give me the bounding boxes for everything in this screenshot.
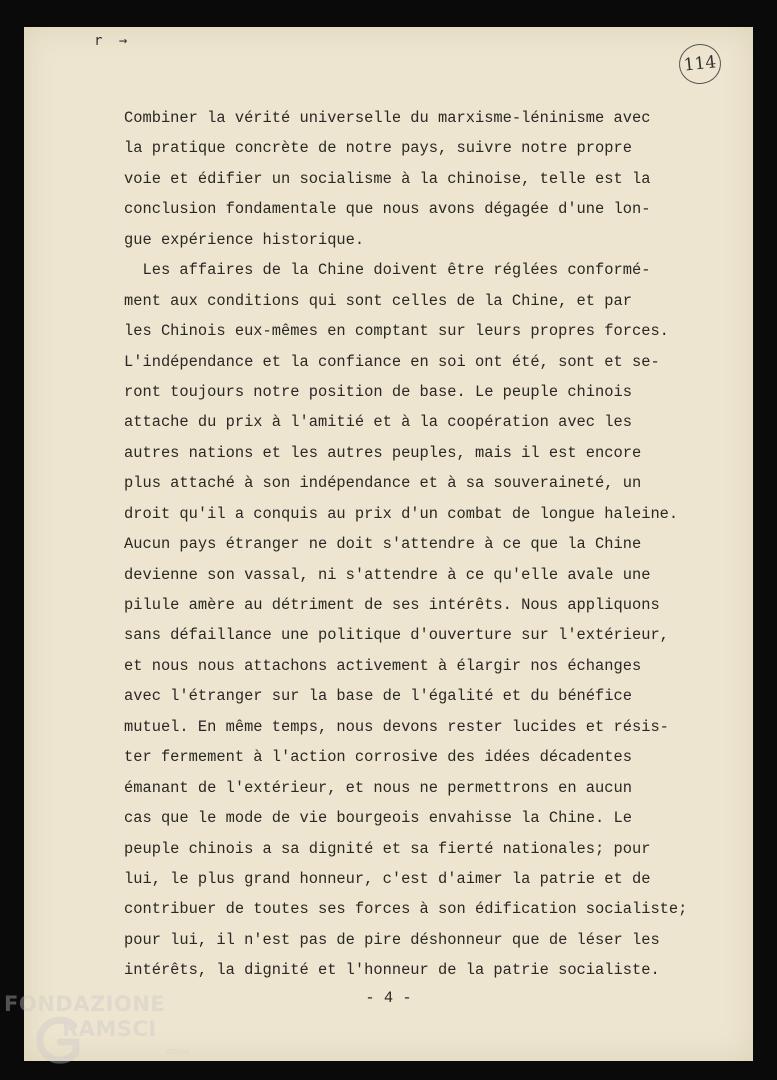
text-line: voie et édifier un socialisme à la chinoise, telle est la (124, 169, 651, 188)
text-line: la pratique concrète de notre pays, suivre notre propre (124, 139, 632, 158)
text-line: droit qu'il a conquis au prix d'un combat de longue haleine. (124, 504, 679, 523)
text-line: contribuer de toutes ses forces à son édification socialiste; (124, 900, 688, 919)
text-line: cas que le mode de vie bourgeois envahisse la Chine. Le (124, 809, 632, 828)
text-line: gue expérience historique. (124, 230, 365, 249)
text-line: devienne son vassal, ni s'attendre à ce qu'elle avale une (124, 565, 651, 584)
page-number: - 4 - (365, 989, 412, 1007)
handwritten-folio-number: 114 (677, 42, 723, 86)
fondazione-gramsci-watermark (4, 992, 204, 1072)
text-line: pilule amère au détriment de ses intérêts. Nous appliquons (124, 596, 660, 614)
text-line: plus attaché à son indépendance et à sa souveraineté, un (124, 474, 642, 493)
text-line: ront toujours notre position de base. Le peuple chinois (124, 382, 632, 401)
text-line: lui, le plus grand honneur, c'est d'aimer la patrie et de (124, 869, 651, 888)
text-line: les Chinois eux-mêmes en comptant sur leurs propres forces. (124, 322, 669, 341)
text-line: L'indépendance et la confiance en soi ont été, sont et se- (124, 352, 660, 371)
text-line: Aucun pays étranger ne doit s'attendre à ce que la Chine (124, 535, 642, 554)
text-line: peuple chinois a sa dignité et sa fierté nationales; pour (124, 839, 651, 858)
text-line: et nous nous attachons activement à élargir nos échanges (124, 656, 642, 675)
text-line: conclusion fondamentale que nous avons dégagée d'une lon- (124, 200, 651, 219)
text-line: Les affaires de la Chine doivent être réglées conformé- (124, 261, 651, 280)
text-line: ment aux conditions qui sont celles de la Chine, et par (124, 291, 632, 310)
text-line: avec l'étranger sur la base de l'égalité et du bénéfice (124, 687, 632, 706)
watermark-line2: RAMSCI (62, 1017, 157, 1041)
text-line: émanant de l'extérieur, et nous ne permettrons en aucun (124, 778, 632, 797)
text-line: ter fermement à l'action corrosive des idées décadentes (124, 748, 632, 767)
text-line: autres nations et les autres peuples, mais il est encore (124, 443, 642, 462)
text-line: sans défaillance une politique d'ouverture sur l'extérieur, (124, 626, 669, 645)
text-line: attache du prix à l'amitié et à la coopération avec les (124, 413, 632, 432)
paper-sheet (24, 27, 753, 1061)
text-line: intérêts, la dignité et l'honneur de la patrie socialiste. (124, 961, 660, 980)
text-line: Combiner la vérité universelle du marxisme-léninisme avec (124, 109, 651, 127)
text-line: pour lui, il n'est pas de pire déshonneur que de léser les (124, 930, 660, 949)
watermark-line1: FONDAZIONE (4, 992, 166, 1016)
typewritten-body (124, 103, 688, 986)
text-line: mutuel. En même temps, nous devons rester lucides et résis- (124, 717, 669, 736)
watermark-suffix: onlus (166, 1047, 191, 1057)
corner-pen-mark: r → (94, 33, 132, 49)
